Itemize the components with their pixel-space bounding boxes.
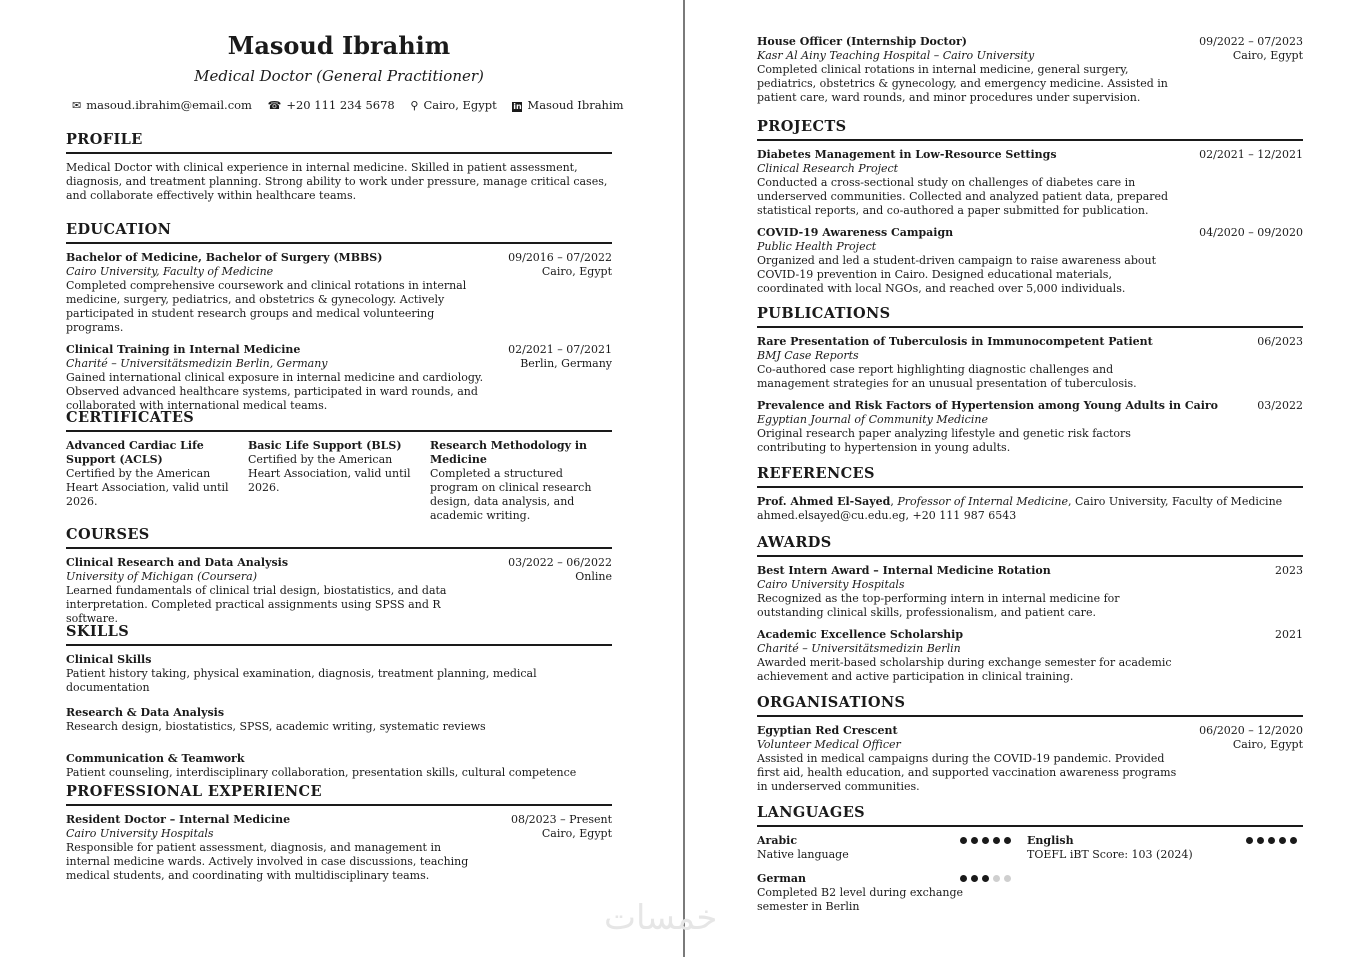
cert-description: Certified by the American Heart Association, valid until 2026.	[248, 453, 411, 494]
level-dot-filled	[1246, 837, 1253, 844]
page-divider	[683, 0, 685, 957]
entry-description: Gained international clinical exposure in internal medicine and cardiology. Observed advanced healthcare systems, participated in ward rounds, and collaborated with international medical teams.	[66, 371, 484, 412]
entry-subtitle: Volunteer Medical Officer	[757, 738, 901, 751]
entry-date: 08/2023 – Present	[510, 813, 612, 826]
entry-subtitle: Charité – Universitätsmedizin Berlin	[757, 642, 961, 655]
entry-title: Resident Doctor – Internal Medicine	[66, 813, 291, 826]
certificate-item	[430, 439, 612, 523]
publications-section	[757, 305, 1303, 463]
reference-role: Professor of Internal Medicine	[897, 495, 1068, 508]
section-heading: LANGUAGES	[757, 804, 1303, 827]
candidate-title: Medical Doctor (General Practitioner)	[194, 67, 484, 85]
skill-group	[66, 653, 612, 695]
entry-description: Learned fundamentals of clinical trial design, biostatistics, and data interpretation. Completed practical assignments using SPSS and R software.	[66, 584, 447, 625]
level-dot-filled	[1279, 837, 1286, 844]
entry-date: 06/2020 – 12/2020	[1199, 724, 1303, 737]
language-name: English	[1027, 834, 1074, 847]
section-heading: COURSES	[66, 526, 612, 549]
skill-group	[66, 706, 612, 734]
entry-subtitle: Cairo University Hospitals	[66, 827, 214, 840]
section-heading: PROFESSIONAL EXPERIENCE	[66, 783, 612, 806]
section-heading: PUBLICATIONS	[757, 305, 1303, 328]
entry-description: Assisted in medical campaigns during the COVID-19 pandemic. Provided first aid, health education, and supported vaccination awareness programs in underserved communities.	[757, 752, 1177, 793]
publication-entry	[757, 399, 1303, 455]
level-dot-filled	[971, 837, 978, 844]
experience-entry	[757, 35, 1303, 105]
entry-place: Cairo, Egypt	[1232, 49, 1303, 62]
level-dot-filled	[960, 837, 967, 844]
cert-title: Basic Life Support (BLS)	[248, 439, 402, 452]
entry-subtitle: Cairo University, Faculty of Medicine	[66, 265, 274, 278]
phone-text: +20 111 234 5678	[286, 98, 395, 112]
profile-section	[66, 131, 612, 203]
entry-subtitle: BMJ Case Reports	[757, 349, 859, 362]
entry-date: 09/2016 – 07/2022	[508, 251, 612, 264]
language-item	[757, 834, 1027, 862]
entry-title: Rare Presentation of Tuberculosis in Immunocompetent Patient	[757, 335, 1153, 348]
entry-place: Berlin, Germany	[520, 357, 612, 370]
entry-date: 02/2021 – 12/2021	[1199, 148, 1303, 161]
phone-icon: ☎	[267, 99, 282, 112]
reference-contact[interactable]: ahmed.elsayed@cu.edu.eg, +20 111 987 6543	[757, 509, 1017, 522]
cert-title: Research Methodology in Medicine	[430, 439, 588, 466]
entry-description: Original research paper analyzing lifestyle and genetic risk factors contributing to hypertension in young adults.	[757, 427, 1131, 454]
entry-date: 02/2021 – 07/2021	[508, 343, 612, 356]
skill-description: Patient counseling, interdisciplinary collaboration, presentation skills, cultural competence	[66, 766, 577, 779]
entry-subtitle: Cairo University Hospitals	[757, 578, 905, 591]
section-heading: PROFILE	[66, 131, 612, 154]
certificates-section	[66, 409, 612, 523]
award-entry	[757, 628, 1303, 684]
entry-description: Completed comprehensive coursework and clinical rotations in internal medicine, surgery, pediatrics, and obstetrics & gynecology. Actively participated in student research groups and medical volunteering programs.	[66, 279, 467, 334]
project-entry	[757, 148, 1303, 218]
skill-group	[66, 752, 612, 780]
entry-title: Diabetes Management in Low-Resource Settings	[757, 148, 1057, 161]
course-entry	[66, 556, 612, 626]
entry-title: Bachelor of Medicine, Bachelor of Surgery (MBBS)	[66, 251, 383, 264]
entry-subtitle: Clinical Research Project	[757, 162, 899, 175]
entry-title: COVID-19 Awareness Campaign	[757, 226, 954, 239]
entry-date: 06/2023	[1257, 335, 1303, 348]
section-heading: ORGANISATIONS	[757, 694, 1303, 717]
language-name: German	[757, 872, 806, 885]
email-icon: ✉	[72, 99, 82, 112]
section-heading: PROJECTS	[757, 118, 1303, 141]
watermark-logo: خمسات	[604, 898, 718, 938]
entry-title: House Officer (Internship Doctor)	[757, 35, 967, 48]
skills-section	[66, 623, 612, 791]
entry-description: Conducted a cross-sectional study on challenges of diabetes care in underserved communities. Collected and analyzed patient data, prepared statistical reports, and co-authored a paper submitted for publication.	[757, 176, 1169, 217]
section-heading: SKILLS	[66, 623, 612, 646]
entry-title: Academic Excellence Scholarship	[757, 628, 964, 641]
award-entry	[757, 564, 1303, 620]
entry-subtitle: Egyptian Journal of Community Medicine	[757, 413, 988, 426]
linkedin-icon: in	[513, 102, 522, 111]
education-entry	[66, 251, 612, 335]
language-level-dots	[1242, 834, 1297, 848]
contact-linkedin[interactable]	[512, 98, 623, 112]
section-heading: REFERENCES	[757, 465, 1303, 488]
level-dot-filled	[993, 837, 1000, 844]
organisations-section	[757, 694, 1303, 802]
project-entry	[757, 226, 1303, 296]
level-dot-filled	[1004, 837, 1011, 844]
level-dot-filled	[1290, 837, 1297, 844]
email-text: masoud.ibrahim@email.com	[86, 98, 252, 112]
language-description: Completed B2 level during exchange semester in Berlin	[757, 886, 964, 913]
experience-continued	[757, 35, 1303, 113]
level-dot-filled	[1268, 837, 1275, 844]
linkedin-text: Masoud Ibrahim	[527, 98, 624, 112]
entry-date: 03/2022	[1257, 399, 1303, 412]
level-dot-empty	[993, 875, 1000, 882]
publication-entry	[757, 335, 1303, 391]
entry-subtitle: Public Health Project	[757, 240, 877, 253]
entry-description: Awarded merit-based scholarship during exchange semester for academic achievement and active participation in clinical training.	[757, 656, 1172, 683]
skill-description: Patient history taking, physical examination, diagnosis, treatment planning, medical documentation	[66, 667, 537, 694]
entry-title: Egyptian Red Crescent	[757, 724, 898, 737]
section-heading: EDUCATION	[66, 221, 612, 244]
language-level-dots	[956, 872, 1011, 886]
candidate-name: Masoud Ibrahim	[227, 31, 451, 60]
awards-section	[757, 534, 1303, 692]
education-entry	[66, 343, 612, 413]
entry-description: Recognized as the top-performing intern in internal medicine for outstanding clinical skills, professionalism, and patient care.	[757, 592, 1120, 619]
cert-description: Certified by the American Heart Association, valid until 2026.	[66, 467, 229, 508]
skill-title: Research & Data Analysis	[66, 706, 225, 719]
organisation-entry	[757, 724, 1303, 794]
entry-date: 04/2020 – 09/2020	[1199, 226, 1303, 239]
entry-description: Responsible for patient assessment, diagnosis, and management in internal medicine wards. Actively involved in case discussions, teaching medical students, and coordinating with multidisciplinary teams.	[66, 841, 469, 882]
left-page	[66, 0, 624, 957]
level-dot-filled	[982, 837, 989, 844]
level-dot-filled	[982, 875, 989, 882]
entry-place: Cairo, Egypt	[1232, 738, 1303, 751]
skill-title: Communication & Teamwork	[66, 752, 245, 765]
reference-org: , Cairo University, Faculty of Medicine	[1067, 495, 1283, 508]
right-page	[757, 0, 1303, 957]
language-description: Native language	[757, 848, 849, 861]
entry-subtitle: University of Michigan (Coursera)	[66, 570, 258, 583]
cert-title: Advanced Cardiac Life Support (ACLS)	[66, 439, 204, 466]
courses-section	[66, 526, 612, 634]
contact-bar	[66, 98, 624, 112]
entry-date: 03/2022 – 06/2022	[508, 556, 612, 569]
skill-description: Research design, biostatistics, SPSS, academic writing, systematic reviews	[66, 720, 486, 733]
languages-section	[757, 804, 1303, 924]
entry-description: Co-authored case report highlighting diagnostic challenges and management strategies for an unusual presentation of tuberculosis.	[757, 363, 1137, 390]
entry-description: Organized and led a student-driven campaign to raise awareness about COVID-19 prevention in Cairo. Designed educational materials, coordinated with local NGOs, and reached over 5,000 individuals.	[757, 254, 1156, 295]
level-dot-filled	[960, 875, 967, 882]
entry-place: Cairo, Egypt	[541, 265, 612, 278]
entry-title: Clinical Research and Data Analysis	[66, 556, 289, 569]
entry-place: Online	[575, 570, 612, 583]
contact-location	[410, 98, 496, 112]
entry-date: 2023	[1275, 564, 1303, 577]
profile-text: Medical Doctor with clinical experience in internal medicine. Skilled in patient assessment, diagnosis, and treatment planning. Strong ability to work under pressure, manage critical cases, and collaborate effectively within healthcare teams.	[66, 161, 608, 202]
location-pin-icon: ⚲	[410, 99, 419, 112]
language-item	[757, 872, 1027, 914]
entry-title: Clinical Training in Internal Medicine	[66, 343, 301, 356]
level-dot-empty	[1004, 875, 1011, 882]
contact-email[interactable]	[72, 98, 252, 112]
entry-title: Best Intern Award – Internal Medicine Rotation	[757, 564, 1051, 577]
reference-entry: Prof. Ahmed El-Sayed, Professor of Internal Medicine, Cairo University, Faculty of Medicine ahmed.elsayed@cu.edu.eg, +20 111 987 6543	[757, 495, 1303, 523]
section-heading: CERTIFICATES	[66, 409, 612, 432]
entry-title: Prevalence and Risk Factors of Hypertension among Young Adults in Cairo	[757, 399, 1219, 412]
level-dot-filled	[1257, 837, 1264, 844]
entry-subtitle: Charité – Universitätsmedizin Berlin, Germany	[66, 357, 328, 370]
language-level-dots	[956, 834, 1011, 848]
certificate-item	[248, 439, 430, 523]
entry-date: 09/2022 – 07/2023	[1199, 35, 1303, 48]
entry-subtitle: Kasr Al Ainy Teaching Hospital – Cairo University	[757, 49, 1035, 62]
language-name: Arabic	[757, 834, 798, 847]
references-section	[757, 465, 1303, 523]
entry-date: 2021	[1275, 628, 1303, 641]
projects-section	[757, 118, 1303, 304]
section-heading: AWARDS	[757, 534, 1303, 557]
location-text: Cairo, Egypt	[423, 98, 497, 112]
language-item	[1027, 834, 1297, 862]
certificate-item	[66, 439, 248, 523]
level-dot-filled	[971, 875, 978, 882]
entry-description: Completed clinical rotations in internal medicine, general surgery, pediatrics, obstetrics & gynecology, and emergency medicine. Assisted in patient care, ward rounds, and minor procedures under supervision.	[757, 63, 1168, 104]
skill-title: Clinical Skills	[66, 653, 152, 666]
experience-section	[66, 783, 612, 891]
cert-description: Completed a structured program on clinical research design, data analysis, and academic writing.	[430, 467, 592, 522]
experience-entry	[66, 813, 612, 883]
reference-name: Prof. Ahmed El-Sayed	[757, 495, 891, 508]
entry-place: Cairo, Egypt	[541, 827, 612, 840]
language-description: TOEFL iBT Score: 103 (2024)	[1027, 848, 1193, 861]
education-section	[66, 221, 612, 421]
contact-phone[interactable]	[268, 98, 395, 112]
